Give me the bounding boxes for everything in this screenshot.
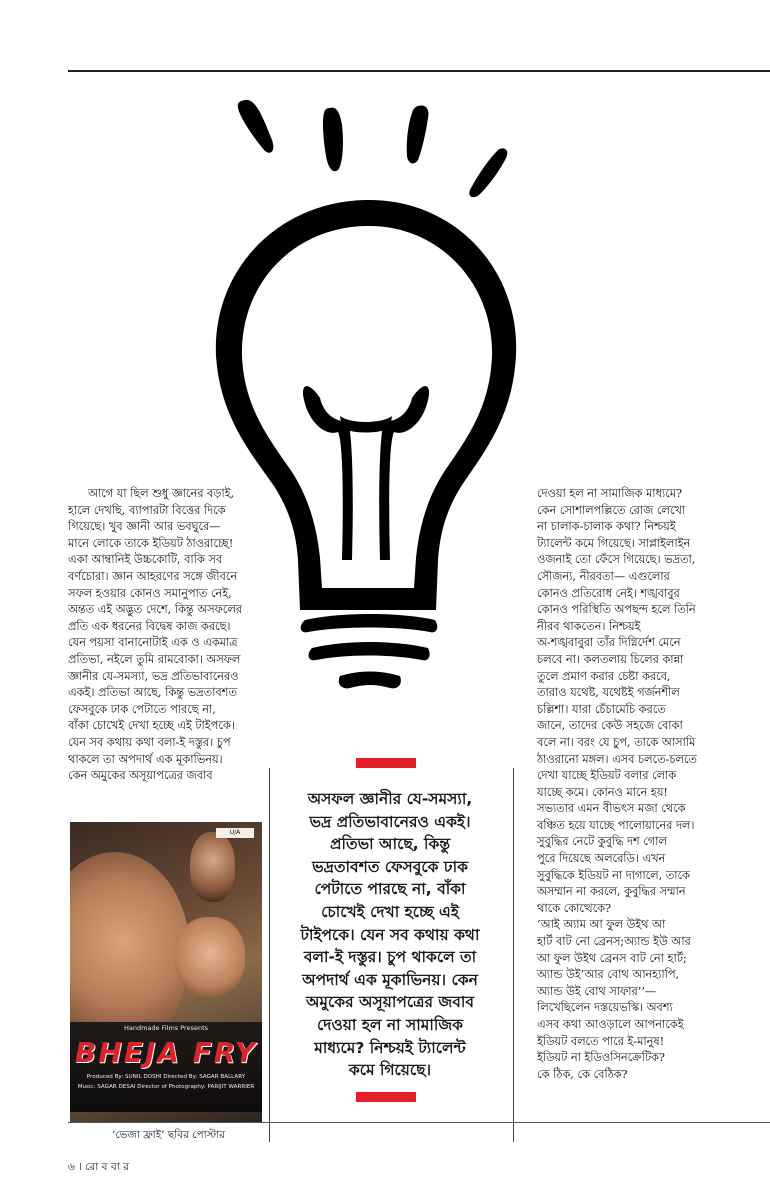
right-line: অসম্মান না করলে, কুবুদ্ধির সম্মান bbox=[537, 885, 686, 899]
pull-quote-line: কমে গিয়েছে। bbox=[348, 1061, 432, 1080]
pull-quote bbox=[280, 788, 500, 1082]
right-line: দেওয়া হল না সামাজিক মাধ্যমে? bbox=[537, 487, 683, 500]
right-line: বঞ্চিত হয়ে যাচ্ছে পালোয়ানের দল। bbox=[537, 818, 695, 832]
right-line: যাচ্ছে কমে। কোনও মানে হয়! bbox=[537, 785, 668, 799]
right-line: ইডিয়ট বলতে পারে ই-মানুষ! bbox=[537, 1034, 665, 1048]
top-rule bbox=[68, 70, 770, 72]
left-line: প্রতিভা, নইলে তুমি রামবোকা। অসফল bbox=[68, 652, 241, 666]
right-line: এসব কথা আওড়ালে আপনাকেই bbox=[537, 1018, 684, 1031]
poster-caption: ‘ভেজা ফ্রাই’ ছবির পোস্টার bbox=[112, 1129, 225, 1141]
base-tip bbox=[339, 672, 401, 689]
left-line: যেন পয়সা বানানোটাই এক ও একমাত্র bbox=[68, 636, 238, 650]
left-line: জ্ঞানীর যে-সমস্যা, ভদ্র প্রতিভাবানেরও bbox=[68, 669, 239, 683]
base-band-2 bbox=[309, 642, 430, 660]
right-line: কে ঠিক, কে বেঠিক? bbox=[537, 1067, 628, 1081]
base-band-1 bbox=[301, 614, 438, 632]
poster-credit-2: Music: SAGAR DESAI Director of Photography: PARIJIT WARRIER bbox=[77, 1084, 255, 1090]
right-line: সৌজন্য, নীরবতা— এগুলোর bbox=[537, 569, 670, 583]
left-line: একই। প্রতিভা আছে, কিন্তু ভদ্রতাবশত bbox=[68, 686, 237, 700]
right-line: হার্ট বাট নো ব্রেনস;অ্যান্ড ইউ আর bbox=[537, 935, 691, 949]
right-line: না চালাক-চালাক কথা? নিশ্চয়ই bbox=[537, 520, 676, 534]
left-line: অন্তত এই অদ্ভুত দেশে, কিন্তু অসফলের bbox=[68, 603, 242, 617]
poster-credit-1: Produced By: SUNIL DOSHI Directed By: SAGAR BALLARY bbox=[86, 1074, 246, 1080]
right-line: সুবুদ্ধিকে ইডিয়ট না দাগালে, তাকে bbox=[537, 868, 690, 882]
ray-right bbox=[469, 148, 507, 197]
right-line: চল্লিশা। যারা চেঁচামেচি করতে bbox=[537, 702, 666, 716]
right-line: তারাও যথেষ্ট, যথেষ্টই গর্জনশীল bbox=[537, 686, 680, 700]
left-line: গিয়েছে। খুব জ্ঞানী আর ভবঘুরে— bbox=[68, 520, 221, 534]
right-line: ইডিয়ট না ইডিওসিনক্রেটিক? bbox=[537, 1051, 665, 1065]
pull-quote-line: ভদ্র প্রতিভাবানেরও একই। bbox=[309, 812, 471, 831]
bulb-outline bbox=[216, 200, 516, 610]
ray-top-left bbox=[323, 108, 343, 172]
right-line: কোনও পরিস্থিতি অপছন্দ হলে তিনি bbox=[537, 603, 696, 617]
left-line: কেন অমুকের অসূয়াপত্রের জবাব bbox=[68, 769, 213, 783]
left-line: একা আম্বানিই উচ্চকোটি, বাকি সব bbox=[68, 553, 223, 567]
right-line: অ-শঙ্খবাবুরা তাঁর দিগ্নির্দেশ মেনে bbox=[537, 636, 681, 650]
divider-right bbox=[513, 768, 514, 1142]
left-line: বাঁকা চোখেই দেখা হচ্ছে এই টাইপকে। bbox=[68, 719, 235, 733]
pull-quote-line: প্রতিভা আছে, কিন্তু bbox=[329, 835, 451, 854]
right-line: পুরে দিয়েছে অলরেডি। এখন bbox=[537, 852, 666, 866]
pull-quote-line: মাধ্যমে? নিশ্চয়ই ট্যালেন্ট bbox=[314, 1038, 466, 1057]
left-line: যেন সব কথায় কথা বলা-ই দস্তুর। চুপ bbox=[68, 735, 231, 749]
right-line: দেখা যাচ্ছে ইডিয়ট বলার লোক bbox=[537, 769, 677, 783]
left-line: হালে দেখছি, ব্যাপারটা বিত্তের দিকে bbox=[68, 503, 226, 517]
left-line: থাকলে তা অপদার্থ এক মূকাভিনয়। bbox=[68, 752, 223, 766]
pull-quote-line: অসফল জ্ঞানীর যে-সমস্যা, bbox=[307, 790, 473, 808]
left-line: প্রতি এক ধরনের বিদ্বেষ কাজ করছে। bbox=[68, 619, 231, 633]
right-line: তুলে প্রমাণ করার চেষ্টা করবে, bbox=[537, 669, 671, 683]
poster-woman-figure bbox=[190, 832, 235, 902]
pull-quote-line: টাইপকে। যেন সব কথায় কথা bbox=[300, 925, 480, 944]
movie-poster bbox=[70, 822, 262, 1122]
left-line: সফল হওয়ার কোনও সমানুপাত নেই, bbox=[68, 586, 232, 600]
right-line: চলবে না। কলতলায় চিলের কান্না bbox=[537, 652, 684, 666]
page-folio: ৬ । রো ব বা র bbox=[68, 1161, 129, 1173]
right-line: সভ্যতার এমন বীভৎস মজা থেকে bbox=[537, 802, 686, 816]
pull-quote-line: ভদ্রতাবশত ফেসবুকে ঢাক bbox=[312, 857, 468, 876]
pull-quote-line: বলা-ই দস্তুর। চুপ থাকলে তা bbox=[303, 948, 477, 967]
right-column bbox=[537, 486, 747, 1083]
right-line: জানে, তাদের কেউ সহজে বোকা bbox=[537, 719, 683, 733]
poster-screaming-face bbox=[175, 917, 245, 997]
pull-quote-line: দেওয়া হল না সামাজিক bbox=[316, 1015, 464, 1034]
right-line: লিখেছিলেন দস্তয়েভস্কি। অবশ্য bbox=[537, 1001, 673, 1015]
right-line: ঠাওরানো মঙ্গল। এসব চলতে-চলতে bbox=[537, 752, 697, 766]
right-line: কেন সোশালপল্লিতে রোজ লেখো bbox=[537, 503, 686, 517]
left-column bbox=[68, 486, 258, 785]
ray-left bbox=[238, 100, 273, 153]
pull-quote-bottom-bar bbox=[356, 1092, 416, 1102]
right-line: নীরব থাকতেন। নিশ্চয়ই bbox=[537, 619, 641, 633]
poster-title: BHEJA FRY bbox=[74, 1036, 258, 1069]
right-line: আ ফুল উইথ ব্রেনস বাট নো হার্ট; bbox=[537, 951, 687, 965]
left-line: বর্ণচোরা। জ্ঞান আহরণের সঙ্গে জীবনে bbox=[68, 569, 238, 583]
left-line: আগে যা ছিল শুধু জ্ঞানের বড়াই, bbox=[88, 487, 235, 500]
right-line: থাকে কোত্থেকে? bbox=[537, 901, 612, 915]
pull-quote-line: অপদার্থ এক মূকাভিনয়। কেন bbox=[302, 970, 478, 989]
right-line: কোনও প্রতিরোধ নেই। শঙ্খবাবুর bbox=[537, 586, 680, 600]
filament-bridge bbox=[340, 416, 392, 433]
right-line: অ্যান্ড উই বোথ সাফার’’— bbox=[537, 984, 657, 998]
pull-quote-line: অমুকের অসূয়াপত্রের জবাব bbox=[306, 993, 474, 1012]
poster-rating-badge: U/A bbox=[216, 828, 254, 838]
pull-quote-top-bar bbox=[356, 758, 416, 768]
right-line: সুবুদ্ধির নেটে কুবুদ্ধি দশ গোল bbox=[537, 835, 667, 849]
right-line: অ্যান্ড উই’আর বোথ আনহ্যাপি, bbox=[537, 968, 680, 982]
poster-presents: Handmade Films Presents bbox=[123, 1024, 209, 1032]
pull-quote-line: পেটাতে পারছে না, বাঁকা bbox=[314, 880, 466, 899]
right-line: বলে না। বরং যে চুপ, তাকে আসামি bbox=[537, 735, 696, 749]
right-line: ট্যালেন্ট কমে গিয়েছে। সাপ্লাইলাইন bbox=[537, 536, 691, 550]
left-line: মানে লোকে তাকে ইডিয়ট ঠাওরাচ্ছে! bbox=[68, 536, 234, 550]
right-line: ওজনাই তো ফেঁসে গিয়েছে। ভদ্রতা, bbox=[537, 553, 696, 567]
bottom-rule bbox=[68, 1122, 770, 1123]
pull-quote-line: চোখেই দেখা হচ্ছে এই bbox=[321, 902, 459, 921]
divider-left bbox=[269, 768, 270, 1142]
ray-top-right bbox=[407, 106, 429, 164]
right-line: ‘আই অ্যাম আ ফুল উইথ আ bbox=[537, 918, 666, 932]
left-line: ফেসবুকে ঢাক পেটাতে পারছে না, bbox=[68, 702, 216, 716]
